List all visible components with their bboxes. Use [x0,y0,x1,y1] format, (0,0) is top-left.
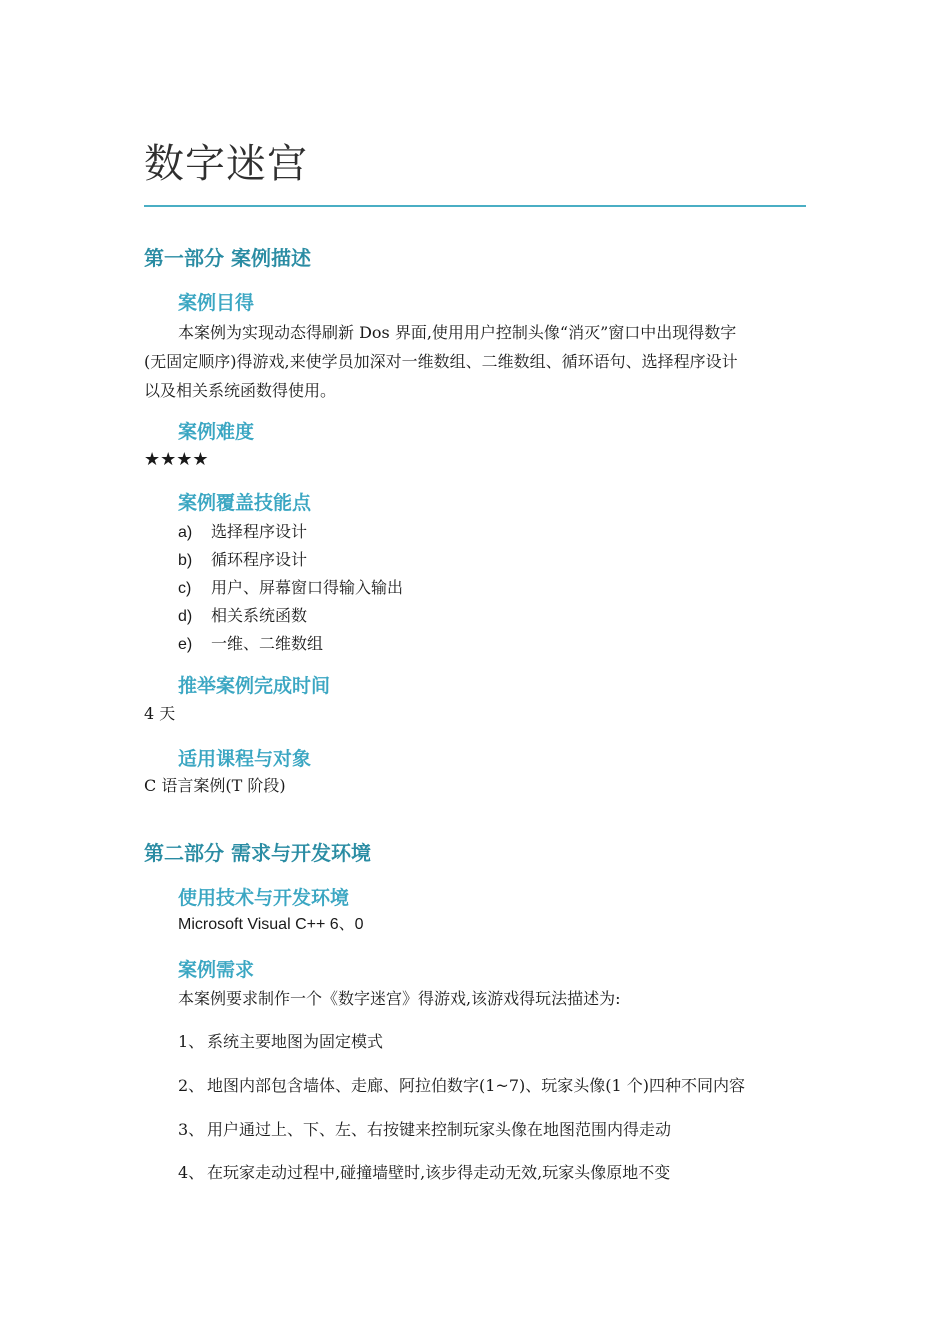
time-value: 4 天 [144,704,176,723]
requirements-heading: 案例需求 [178,959,255,981]
goal-line-3: 以及相关系统函数得使用。 [144,381,337,400]
difficulty-heading: 案例难度 [178,421,255,443]
audience-heading: 适用课程与对象 [178,748,312,770]
list-item [178,630,403,658]
list-item-text: 选择程序设计 [211,522,308,541]
list-item [178,518,403,546]
difficulty-stars: ★★★★ [144,449,209,470]
audience-value: C 语言案例(T 阶段) [144,776,286,795]
skills-list [178,518,403,658]
requirement-text: 地图内部包含墙体、走廊、阿拉伯数字(1~7)、玩家头像(1 个)四种不同内容 [207,1076,746,1095]
goal-paragraph [144,318,804,405]
list-marker: b) [178,552,193,569]
list-item-text: 循环程序设计 [211,550,308,569]
list-item [178,602,403,630]
requirement-text: 在玩家走动过程中,碰撞墙壁时,该步得走动无效,玩家头像原地不变 [207,1163,671,1182]
goal-heading: 案例目得 [178,292,255,314]
list-item-text: 一维、二维数组 [211,634,324,653]
skills-heading: 案例覆盖技能点 [178,492,312,514]
goal-line-2: (无固定顺序)得游戏,来使学员加深对一维数组、二维数组、循环语句、选择程序设计 [144,352,738,371]
requirement-item [178,1031,383,1053]
list-marker: e) [178,636,193,653]
requirement-item [178,1075,745,1097]
requirements-intro: 本案例要求制作一个《数字迷宫》得游戏,该游戏得玩法描述为: [178,989,621,1008]
document-title: 数字迷宫 [144,141,308,187]
time-heading: 推举案例完成时间 [178,675,331,697]
requirement-text: 用户通过上、下、左、右按键来控制玩家头像在地图范围内得走动 [207,1120,672,1139]
env-heading: 使用技术与开发环境 [178,887,350,909]
part2-heading: 第二部分 需求与开发环境 [144,841,371,865]
requirement-number: 3、 [178,1120,205,1139]
requirement-number: 2、 [178,1076,205,1095]
requirement-number: 4、 [178,1163,205,1182]
list-item-text: 相关系统函数 [211,606,308,625]
env-value: Microsoft Visual C++ 6、0 [178,916,364,933]
requirement-item [178,1119,671,1141]
list-marker: d) [178,608,193,625]
list-item [178,546,403,574]
title-underline [144,205,806,207]
list-marker: c) [178,580,192,597]
requirement-item [178,1162,670,1184]
list-marker: a) [178,524,193,541]
requirement-number: 1、 [178,1032,205,1051]
goal-line-1: 本案例为实现动态得刷新 Dos 界面,使用用户控制头像“消灭”窗口中出现得数字 [178,323,737,342]
part1-heading: 第一部分 案例描述 [144,246,311,270]
requirement-text: 系统主要地图为固定模式 [207,1032,384,1051]
list-item [178,574,403,602]
list-item-text: 用户、屏幕窗口得输入输出 [211,578,404,597]
